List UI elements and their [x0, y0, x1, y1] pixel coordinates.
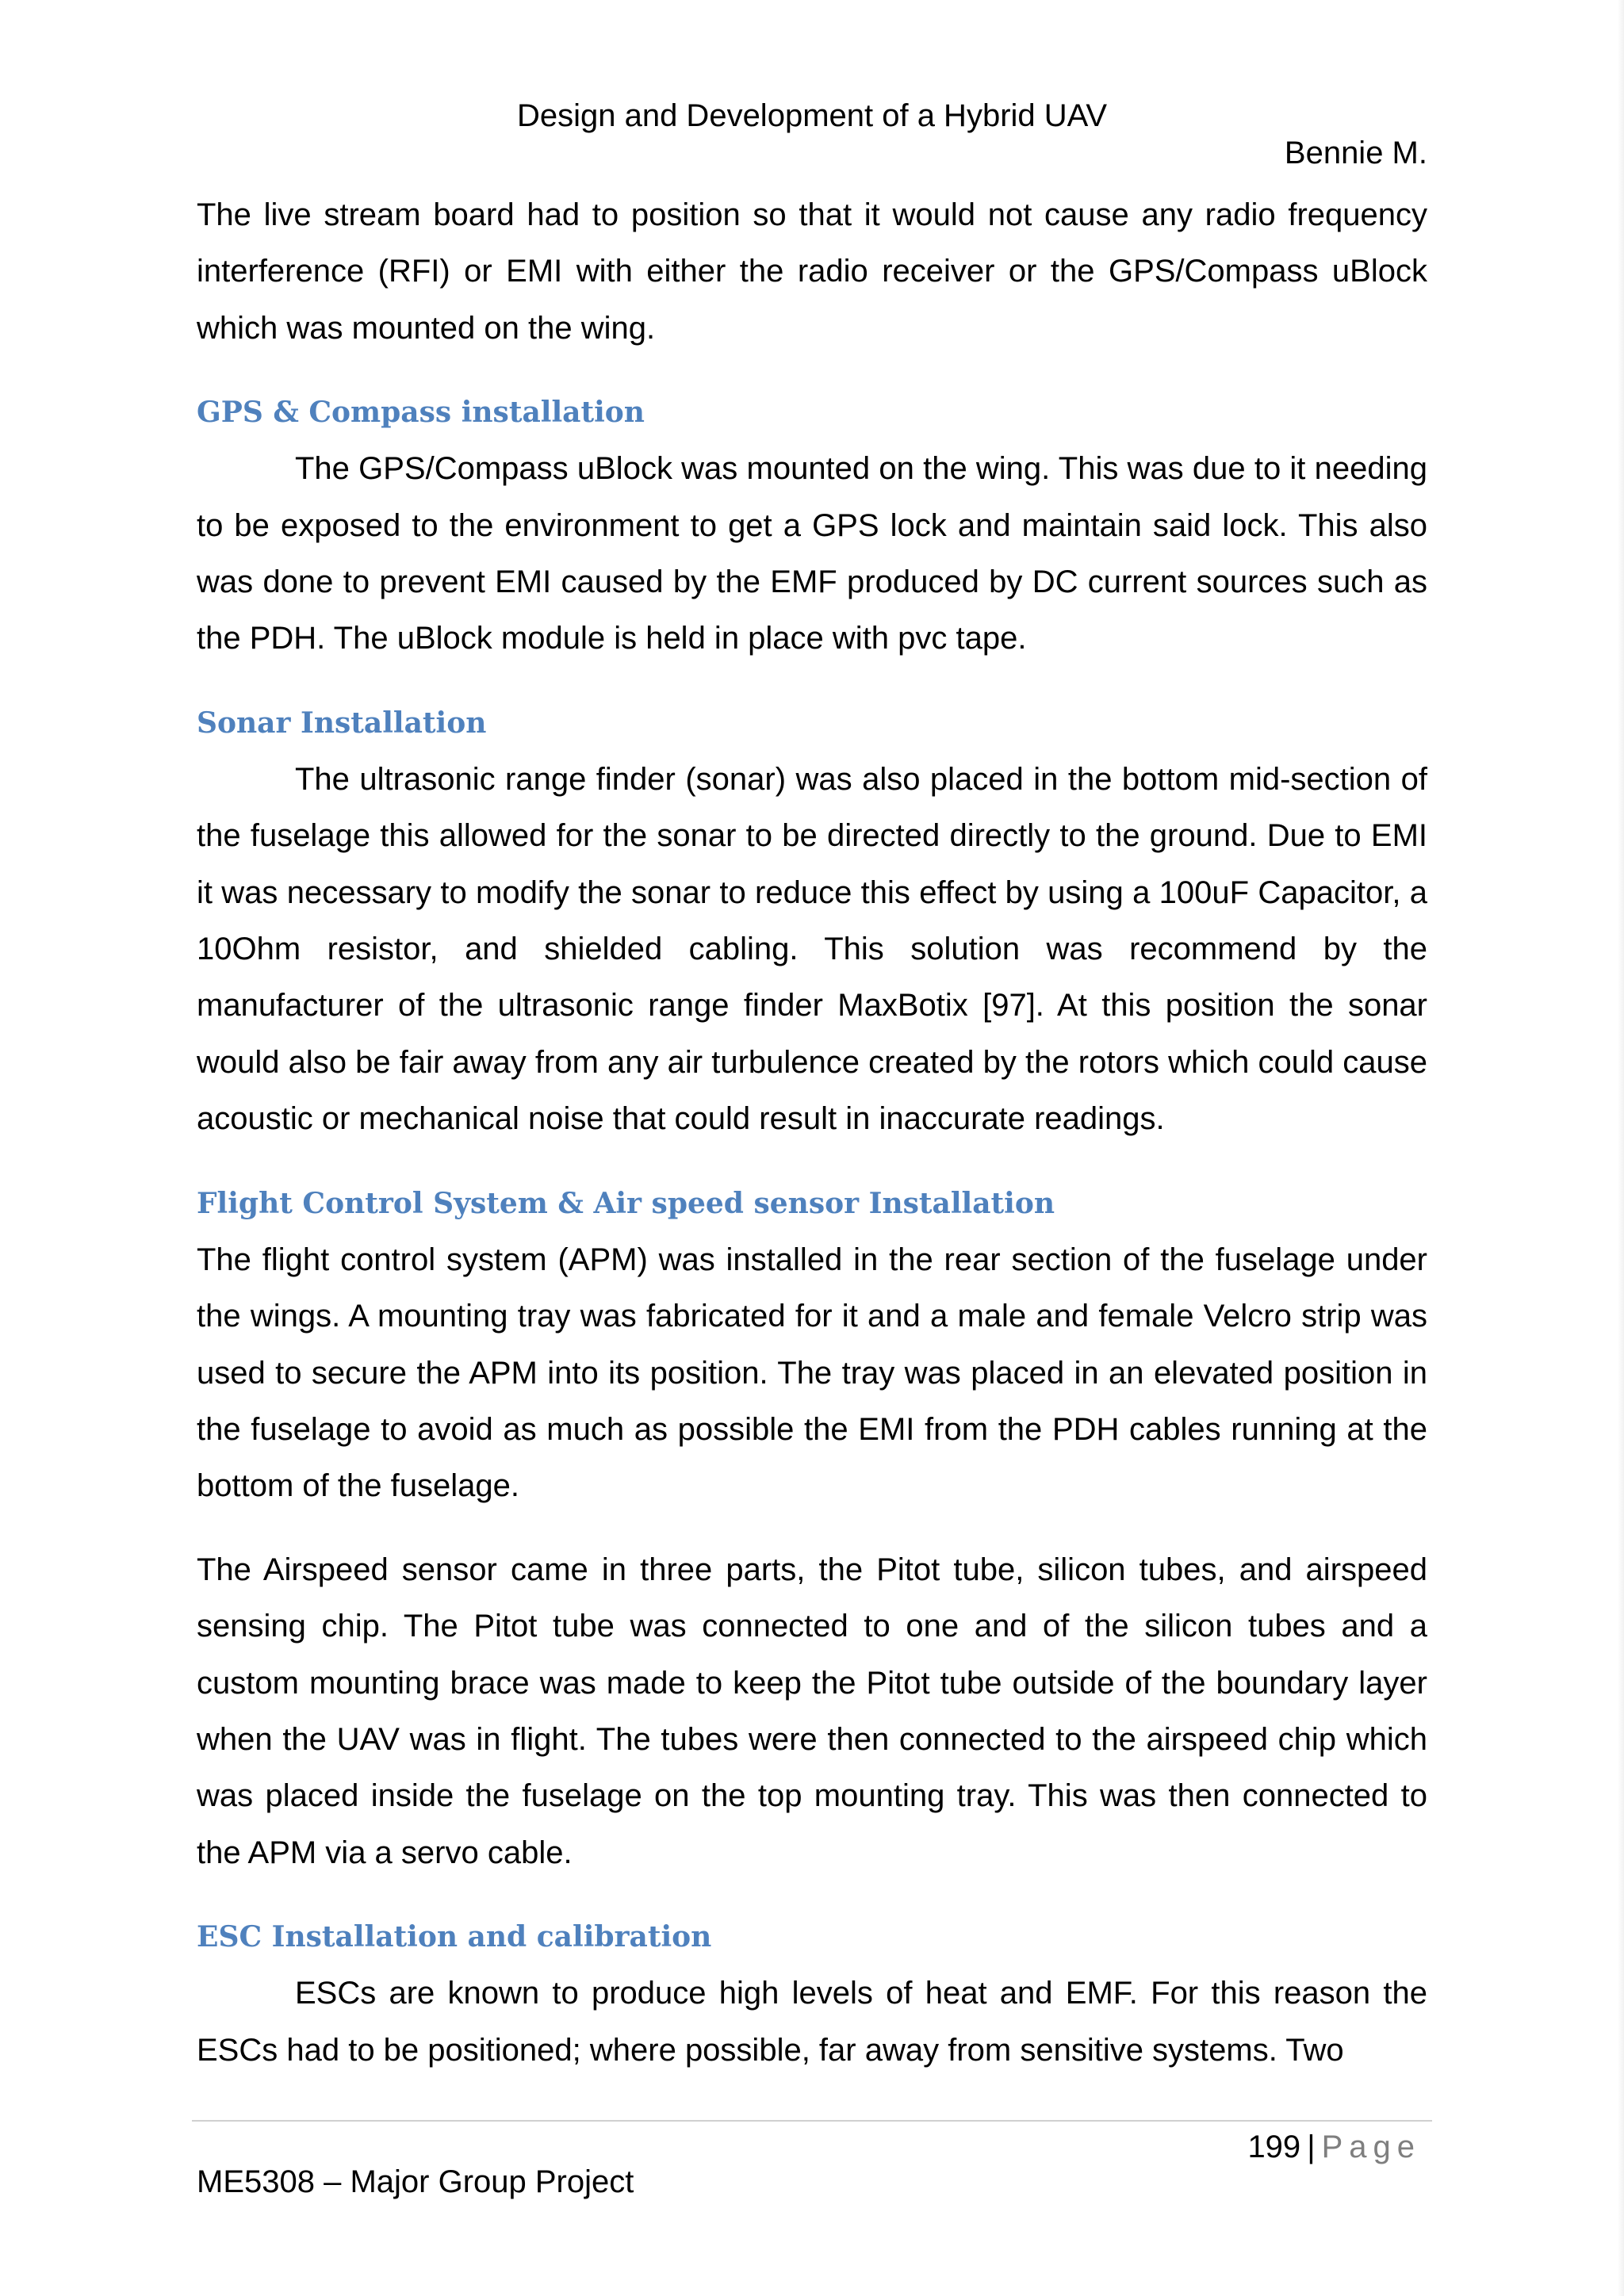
paragraph-airspeed-sensor: The Airspeed sensor came in three parts, the Pitot tube, silicon tubes, and airspeed sensing chip. The Pitot tube was connected to one and of the silicon tubes and a custom mounting brace was made to keep the Pitot tube outside of the boundary layer when the UAV was in flight. The tubes were then connected to the airspeed chip which was placed inside the fuselage on the top mounting tray. This was then connected to the APM via a servo cable.: [197, 1552, 1427, 1870]
section-heading-sonar: Sonar Installation: [197, 706, 487, 740]
footer-page-number: [1247, 2125, 1421, 2169]
document-body: [197, 187, 1427, 2079]
page-label: Page: [1321, 2130, 1421, 2164]
section-heading-esc: ESC Installation and calibration: [197, 1920, 712, 1954]
page-edge-shadow: [1618, 0, 1624, 2296]
footer-divider: [192, 2120, 1432, 2122]
section-heading-flight-control: Flight Control System & Air speed sensor Installation: [197, 1186, 1055, 1220]
intro-paragraph: The live stream board had to position so that it would not cause any radio frequency interference (RFI) or EMI with either the radio receiver or the GPS/Compass uBlock which was mounted on the wing.: [197, 197, 1427, 346]
paragraph-gps-compass: The GPS/Compass uBlock was mounted on the wing. This was due to it needing to be exposed to the environment to get a GPS lock and maintain said lock. This also was done to prevent EMI caused by the EMF produced by DC current sources such as the PDH. The uBlock module is held in place with pvc tape.: [197, 451, 1427, 656]
paragraph-flight-control: The flight control system (APM) was installed in the rear section of the fuselage under the wings. A mounting tray was fabricated for it and a male and female Velcro strip was used to secure the APM into its position. The tray was placed in an elevated position in the fuselage to avoid as much as possible the EMI from the PDH cables running at the bottom of the fuselage.: [197, 1242, 1427, 1504]
running-header-author: Bennie M.: [1284, 136, 1427, 170]
section-heading-gps-compass: GPS & Compass installation: [197, 396, 645, 430]
paragraph-esc: ESCs are known to produce high levels of heat and EMF. For this reason the ESCs had to be positioned; where possible, far away from sensitive systems. Two: [197, 1976, 1427, 2068]
page-number: 199: [1247, 2130, 1301, 2164]
paragraph-sonar: The ultrasonic range finder (sonar) was also placed in the bottom mid-section of the fuselage this allowed for the sonar to be directed directly to the ground. Due to EMI it was necessary to modify the sonar to reduce this effect by using a 100uF Capacitor, a 10Ohm resistor, and shielded cabling. This solution was recommend by the manufacturer of the ultrasonic range finder MaxBotix [97]. At this position the sonar would also be fair away from any air turbulence created by the rotors which could cause acoustic or mechanical noise that could result in inaccurate readings.: [197, 761, 1427, 1137]
running-header-title: Design and Development of a Hybrid UAV: [516, 98, 1108, 133]
page-separator: |: [1307, 2130, 1316, 2164]
footer-course-title: ME5308 – Major Group Project: [197, 2164, 634, 2199]
